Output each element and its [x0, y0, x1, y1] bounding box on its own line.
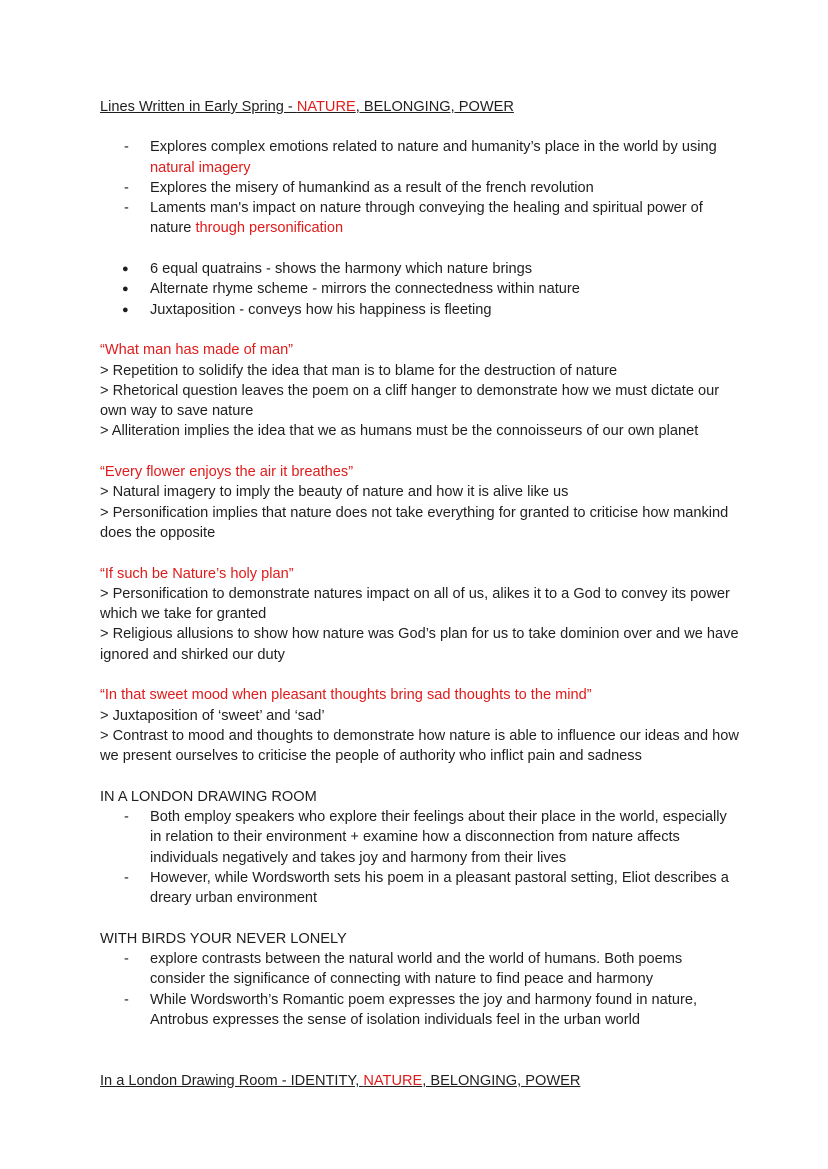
quote-note: > Personification to demonstrate natures impact on all of us, alikes it to a God to convey its power which we take for granted	[100, 585, 730, 623]
comparison-points	[100, 949, 740, 1030]
quote-note: > Religious allusions to show how nature was God’s plan for us to take dominion over and we have ignored and shirked our duty	[100, 626, 739, 663]
quote-note: > Personification implies that nature does not take everything for granted to criticise how mankind does the opposite	[100, 504, 729, 541]
quote-block	[100, 462, 740, 543]
quote-note: > Alliteration implies the idea that we as humans must be the connoisseurs of our own planet	[100, 423, 699, 440]
comparison-section	[100, 787, 740, 909]
list-item: - Explores complex emotions related to nature and humanity’s place in the world by using natural imagery	[100, 137, 740, 178]
poem-heading-london-drawing-room: In a London Drawing Room - IDENTITY, NATURE, BELONGING, POWER	[100, 1072, 581, 1089]
list-item: - Explores the misery of humankind as a result of the french revolution	[100, 178, 740, 198]
quote-text: “What man has made of man”	[100, 342, 294, 359]
list-item: ● Alternate rhyme scheme - mirrors the connectedness within nature	[100, 279, 740, 299]
structure-points	[100, 259, 740, 320]
quote-note: > Contrast to mood and thoughts to demonstrate how nature is able to influence our ideas and how we present ourselves to criticise the people of authority who inflict pain and sadness	[100, 727, 739, 765]
list-item: - Laments man's impact on nature through conveying the healing and spiritual power of nature through personification	[100, 198, 740, 239]
list-item: - However, while Wordsworth sets his poem in a pleasant pastoral setting, Eliot describes a dreary urban environment	[100, 868, 740, 909]
quote-text: “Every flower enjoys the air it breathes”	[100, 464, 354, 481]
list-item: ● 6 equal quatrains - shows the harmony which nature brings	[100, 259, 740, 279]
quote-note: > Rhetorical question leaves the poem on a cliff hanger to demonstrate how we must dictate our own way to save nature	[100, 382, 720, 420]
comparison-section	[100, 929, 740, 1030]
quote-block	[100, 340, 740, 441]
quote-text: “In that sweet mood when pleasant thoughts bring sad thoughts to the mind”	[100, 687, 592, 704]
quote-note: > Repetition to solidify the idea that man is to blame for the destruction of nature	[100, 362, 618, 379]
quote-block	[100, 685, 740, 766]
document-page	[100, 97, 740, 1091]
list-item: ● Juxtaposition - conveys how his happiness is fleeting	[100, 300, 740, 320]
list-item: - Both employ speakers who explore their feelings about their place in the world, especially in relation to their environment + examine how a disconnection from nature affects individuals negatively and takes joy and harmony from their lives	[100, 807, 740, 868]
poem-heading-lines-written: Lines Written in Early Spring - NATURE, BELONGING, POWER	[100, 99, 514, 115]
intro-points	[100, 137, 740, 238]
comparison-title: WITH BIRDS YOUR NEVER LONELY	[100, 930, 347, 947]
list-item: - While Wordsworth’s Romantic poem expresses the joy and harmony found in nature, Antrobus expresses the sense of isolation individuals feel in the urban world	[100, 990, 740, 1031]
quote-block	[100, 564, 740, 665]
quote-note: > Juxtaposition of ‘sweet’ and ‘sad’	[100, 707, 325, 724]
list-item: - explore contrasts between the natural world and the world of humans. Both poems consider the significance of connecting with nature to find peace and harmony	[100, 949, 740, 990]
quote-text: “If such be Nature’s holy plan”	[100, 565, 294, 582]
quote-note: > Natural imagery to imply the beauty of nature and how it is alive like us	[100, 484, 569, 501]
comparison-title: IN A LONDON DRAWING ROOM	[100, 788, 317, 805]
comparison-points	[100, 807, 740, 908]
